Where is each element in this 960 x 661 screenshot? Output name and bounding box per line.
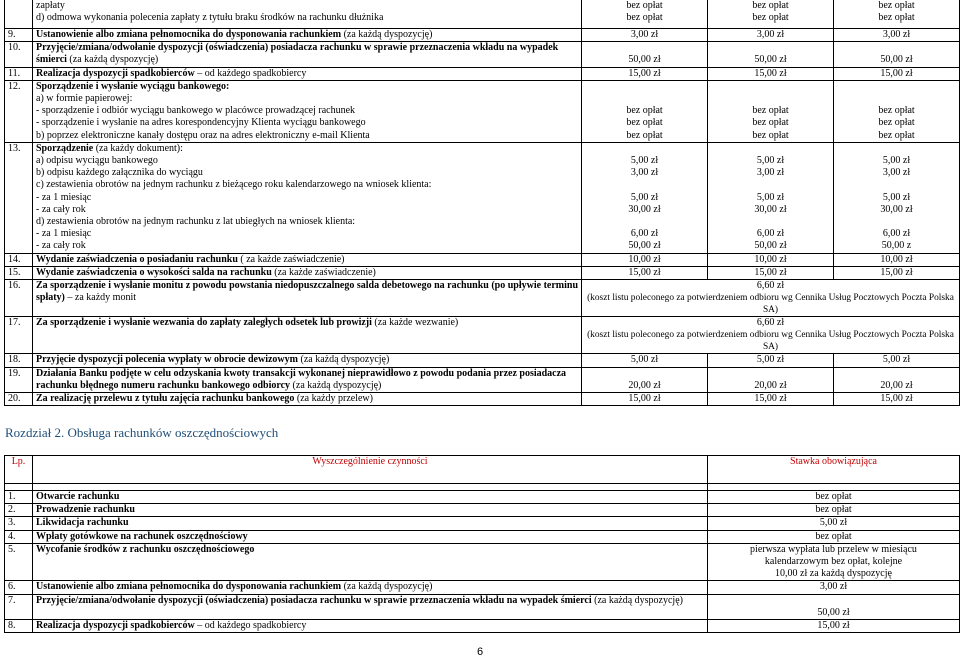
row-title: Wpłaty gotówkowe na rachunek oszczędnościowy: [36, 530, 248, 542]
fee-value: 15,00 zł: [834, 266, 960, 279]
row-number: 4.: [5, 530, 33, 543]
row-title: Przyjęcie/zmiana/odwołanie dyspozycji (oświadczenia) posiadacza rachunku w sprawie przeznaczenia wkładu na wypadek śmierci: [36, 594, 592, 606]
column-header-rate: Stawka obowiązująca: [708, 456, 960, 484]
fee-value: bez opłat: [708, 530, 960, 543]
row-text: b) poprzez elektroniczne kanały dostępu oraz na adres elektroniczny e-mail Klienta: [36, 129, 370, 141]
fee-value: 50,00 zł: [708, 42, 834, 67]
fee-value: bez opłat: [878, 105, 915, 117]
row-text: d) odmowa wykonania polecenia zapłaty z tytułu braku środków na rachunku dłużnika: [36, 12, 384, 24]
row-text: a) w formie papierowej:: [36, 93, 133, 105]
row-title: Za realizację przelewu z tytułu zajęcia rachunku bankowego: [36, 393, 295, 405]
fee-value: 30,00 zł: [754, 203, 787, 215]
fee-value: 3,00 zł: [708, 29, 834, 42]
fee-value: 15,00 zł: [708, 67, 834, 80]
fee-value: 30,00 zł: [880, 203, 913, 215]
fee-value: 3,00 zł: [708, 581, 960, 594]
fee-value: bez opłat: [708, 504, 960, 517]
column-header-description: Wyszczególnienie czynności: [33, 456, 708, 484]
fee-value: 5,00 zł: [882, 155, 911, 167]
row-note: (za każdą dyspozycję): [297, 354, 390, 366]
fee-value: pierwsza wypłata lub przelew w miesiącu: [750, 543, 917, 555]
fee-value: bez opłat: [626, 129, 663, 141]
table-row: [5, 317, 960, 354]
fee-value: bez opłat: [752, 105, 789, 117]
table-row: [5, 530, 960, 543]
row-text: - za 1 miesiąc: [36, 191, 92, 203]
table-row: [5, 142, 960, 253]
table-row: [5, 517, 960, 530]
row-text: - za 1 miesiąc: [36, 228, 92, 240]
row-note: – od każdego spadkobiercy: [194, 67, 307, 79]
row-number: 17.: [5, 317, 33, 354]
fee-value: 15,00 zł: [834, 67, 960, 80]
table-row: [5, 354, 960, 367]
table-row: [5, 42, 960, 67]
fee-value: 15,00 zł: [582, 67, 708, 80]
row-title: Realizacja dyspozycji spadkobierców: [36, 67, 195, 79]
row-number: 15.: [5, 266, 33, 279]
fee-value: 15,00 zł: [582, 266, 708, 279]
fee-value: 20,00 zł: [582, 367, 708, 392]
fee-value: 5,00 zł: [708, 354, 834, 367]
fee-value: 5,00 zł: [708, 517, 960, 530]
row-title: Przyjęcie dyspozycji polecenia wypłaty w obrocie dewizowym: [36, 354, 298, 366]
row-text: - sporządzenie i odbiór wyciągu bankowego w placówce prowadzącej rachunek: [36, 105, 356, 117]
row-title: Ustanowienie albo zmiana pełnomocnika do dysponowania rachunkiem: [36, 29, 342, 40]
row-text: a) odpisu wyciągu bankowego: [36, 155, 158, 167]
row-number: 13.: [5, 142, 33, 253]
row-title: Prowadzenie rachunku: [36, 504, 135, 516]
section-title: Rozdział 2. Obsługa rachunków oszczędnościowych: [5, 425, 279, 440]
row-number: 11.: [5, 67, 33, 80]
fee-note: (koszt listu poleconego za potwierdzeniem odbioru wg Cennika Usług Pocztowych Poczta Polska SA): [587, 293, 954, 316]
fee-value: 6,60 zł: [756, 317, 785, 329]
fee-value: 6,60 zł: [756, 280, 785, 292]
table-row: [5, 266, 960, 279]
fee-value: 10,00 zł: [582, 253, 708, 266]
fee-value: 50,00 zł: [582, 42, 708, 67]
row-text: d) zestawienia obrotów na jednym rachunku z lat ubiegłych na wniosek klienta:: [36, 216, 356, 228]
row-note: (za każdy dokument):: [93, 142, 183, 154]
fee-value: 6,00 zł: [630, 228, 659, 240]
fee-value: 5,00 zł: [630, 155, 659, 167]
fee-value: 5,00 zł: [630, 191, 659, 203]
fee-value: 15,00 zł: [582, 393, 708, 406]
table-row: [5, 29, 960, 42]
row-number: 16.: [5, 280, 33, 317]
fee-value: 10,00 zł: [834, 253, 960, 266]
row-number: 14.: [5, 253, 33, 266]
fee-value: 50,00 zł: [628, 240, 661, 252]
row-note: – od każdego spadkobiercy: [194, 620, 307, 632]
row-note: (za każdy przelew): [294, 393, 373, 405]
fee-value: 50,00 zł: [754, 240, 787, 252]
fee-value: 20,00 zł: [708, 367, 834, 392]
fee-value: 5,00 zł: [756, 155, 785, 167]
page-number: 6: [476, 646, 484, 658]
fee-value: bez opłat: [626, 0, 663, 11]
fee-value: 30,00 zł: [628, 203, 661, 215]
row-note: (za każdą dyspozycję): [591, 594, 683, 606]
fee-value: 15,00 zł: [708, 620, 960, 633]
row-text: zapłaty: [36, 0, 65, 11]
row-title: Ustanowienie albo zmiana pełnomocnika do dysponowania rachunkiem: [36, 581, 342, 593]
row-note: – za każdy monit: [64, 292, 136, 304]
row-note: ( za każde zaświadczenie): [237, 253, 345, 265]
fee-value: 3,00 zł: [756, 167, 785, 179]
row-title: Wydanie zaświadczenia o wysokości salda na rachunku: [36, 266, 272, 278]
row-note: (za każdą dyspozycję): [290, 379, 382, 391]
fee-table-accounts: [4, 0, 960, 406]
fee-value: 6,00 zł: [756, 228, 785, 240]
row-text: - za cały rok: [36, 203, 86, 215]
fee-value: 5,00 zł: [756, 191, 785, 203]
row-number: 20.: [5, 393, 33, 406]
fee-value: 6,00 zł: [882, 228, 911, 240]
fee-table-savings: [4, 455, 960, 633]
row-title: Sporządzenie: [36, 142, 94, 154]
fee-value: 3,00 zł: [882, 167, 911, 179]
row-title: Wycofanie środków z rachunku oszczędnościowego: [36, 543, 255, 555]
table-row: [5, 620, 960, 633]
fee-value: bez opłat: [626, 117, 663, 129]
row-text: - sporządzenie i wysłanie na adres korespondencyjny Klienta wyciągu bankowego: [36, 117, 366, 129]
row-note: (za każde zaświadczenie): [271, 266, 376, 278]
row-note: (za każdą dyspozycję): [66, 54, 159, 66]
fee-value: 3,00 zł: [834, 29, 960, 42]
table-row: [5, 253, 960, 266]
fee-note: (koszt listu poleconego za potwierdzeniem odbioru wg Cennika Usług Pocztowych Poczta Polska SA): [587, 330, 954, 353]
fee-value: bez opłat: [626, 105, 663, 117]
row-text: b) odpisu każdego załącznika do wyciągu: [36, 167, 203, 179]
table-row: [5, 543, 960, 581]
fee-value: 15,00 zł: [708, 266, 834, 279]
row-title: Wydanie zaświadczenia o posiadaniu rachunku: [36, 253, 238, 265]
table-header-row: [5, 456, 960, 484]
row-number: 12.: [5, 80, 33, 142]
row-title: Za sporządzenie i wysłanie wezwania do zapłaty zaległych odsetek lub prowizji: [36, 317, 372, 329]
row-title: Przyjęcie/zmiana/odwołanie dyspozycji (oświadczenia) posiadacza rachunku w sprawie przeznaczenia wkładu na wypadek śmierci: [36, 42, 559, 66]
row-number: 9.: [5, 29, 33, 42]
fee-value: 5,00 zł: [582, 354, 708, 367]
fee-value: 50,00 zł: [817, 606, 850, 618]
fee-value: 10,00 zł: [708, 253, 834, 266]
fee-value: 15,00 zł: [834, 393, 960, 406]
row-title: Likwidacja rachunku: [36, 517, 129, 529]
fee-value: 3,00 zł: [582, 29, 708, 42]
fee-value: bez opłat: [626, 12, 663, 24]
row-number: 2.: [5, 504, 33, 517]
row-number: 7.: [5, 594, 33, 619]
row-title: Realizacja dyspozycji spadkobierców: [36, 620, 195, 632]
table-row: [5, 594, 960, 619]
row-title: Działania Banku podjęte w celu odzyskania kwoty transakcji wykonanej nieprawidłowo z powodu podania przez posiadacza rachunku błędnego numeru rachunku bankowego odbiorcy: [36, 367, 567, 391]
spacer-row: [5, 484, 960, 491]
row-number: 6.: [5, 581, 33, 594]
table-row: [5, 67, 960, 80]
row-number: 18.: [5, 354, 33, 367]
row-number: 19.: [5, 367, 33, 392]
fee-value: bez opłat: [752, 0, 789, 11]
row-number: 8.: [5, 620, 33, 633]
fee-value: 10,00 zł za każdą dyspozycję: [775, 568, 892, 580]
fee-value: bez opłat: [752, 129, 789, 141]
row-title: Za sporządzenie i wysłanie monitu z powodu powstania niedopuszczalnego salda debetowego na rachunku (po upływie terminu spłaty): [36, 280, 579, 304]
table-row: [5, 504, 960, 517]
fee-value: kalendarzowym bez opłat, kolejne: [764, 556, 903, 568]
row-number: 10.: [5, 42, 33, 67]
fee-value: bez opłat: [878, 117, 915, 129]
row-title: Otwarcie rachunku: [36, 491, 120, 502]
table-row: [5, 80, 960, 142]
row-note: (za każdą dyspozycję): [341, 29, 433, 40]
row-number: 1.: [5, 491, 33, 504]
row-title: Sporządzenie i wysłanie wyciągu bankowego:: [36, 80, 230, 92]
fee-value: bez opłat: [708, 491, 960, 504]
fee-value: bez opłat: [878, 12, 915, 24]
table-row: [5, 0, 960, 29]
row-note: (za każdą dyspozycję): [341, 581, 433, 593]
column-header-number: Lp.: [5, 456, 33, 484]
table-row: [5, 280, 960, 317]
row-number: 3.: [5, 517, 33, 530]
fee-value: 20,00 zł: [834, 367, 960, 392]
fee-value: bez opłat: [878, 129, 915, 141]
table-row: [5, 367, 960, 392]
fee-value: 50,00 zł: [834, 42, 960, 67]
fee-value: bez opłat: [752, 117, 789, 129]
row-text: - za cały rok: [36, 240, 86, 252]
row-text: c) zestawienia obrotów na jednym rachunku z bieżącego roku kalendarzowego na wniosek klienta:: [36, 179, 432, 191]
row-note: (za każde wezwanie): [371, 317, 459, 329]
table-row: [5, 393, 960, 406]
fee-value: bez opłat: [878, 0, 915, 11]
fee-value: 5,00 zł: [882, 191, 911, 203]
table-row: [5, 491, 960, 504]
table-row: [5, 581, 960, 594]
row-number: 5.: [5, 543, 33, 581]
fee-value: bez opłat: [752, 12, 789, 24]
fee-value: 15,00 zł: [708, 393, 834, 406]
fee-value: 3,00 zł: [630, 167, 659, 179]
fee-value: 5,00 zł: [834, 354, 960, 367]
fee-value: 50,00 z: [881, 240, 912, 252]
